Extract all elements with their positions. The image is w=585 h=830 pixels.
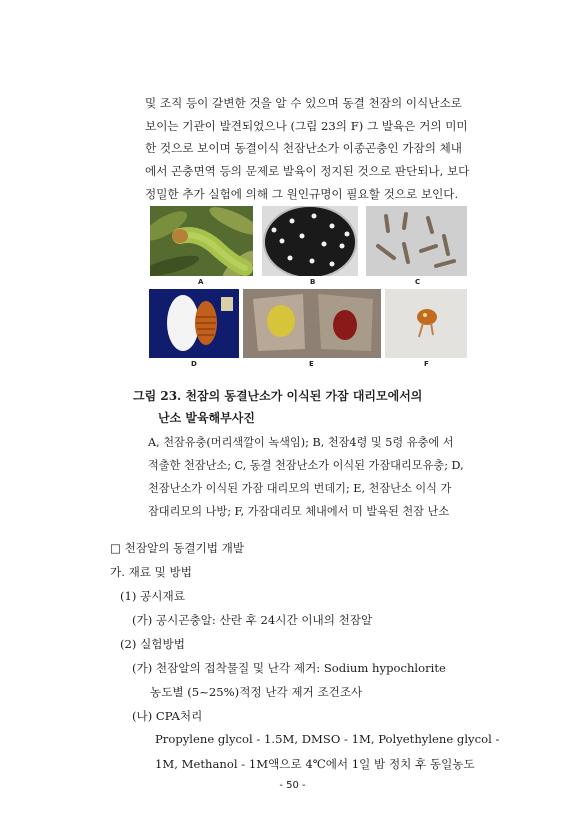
photo-d-pupa xyxy=(149,289,239,358)
figure-label-a: A xyxy=(198,278,204,286)
figure-label-d: D xyxy=(191,360,197,368)
subsection-heading: 가. 재료 및 방법 xyxy=(110,565,192,579)
figure-label-f: F xyxy=(424,360,429,368)
item-text: (나) CPA처리 xyxy=(132,709,203,723)
item-text: (가) 천잠알의 접착물질 및 난각 제거: Sodium hypochlorite xyxy=(132,661,446,675)
caption-line: A, 천잠유충(머리색깔이 녹색임); B, 천잠4령 및 5령 유충에 서 xyxy=(148,436,454,449)
figure-caption xyxy=(148,431,506,523)
text-line: 에서 곤충면역 등의 문제로 발육이 정지된 것으로 판단되나, 보다 xyxy=(145,164,470,179)
caption-line: 적출한 천잠난소; C, 동결 천잠난소가 이식된 가잠대리모유충; D, xyxy=(148,459,464,472)
photo-f-ovary xyxy=(385,289,467,358)
figure-label-b: B xyxy=(310,278,316,286)
photo-a-larva xyxy=(150,206,253,276)
item-text: (가) 공시곤충알: 산란 후 24시간 이내의 천잠알 xyxy=(132,613,373,627)
caption-line: 잠대리모의 나방; F, 가잠대리모 체내에서 미 발육된 천잠 난소 xyxy=(148,505,450,518)
item-heading: (1) 공시재료 xyxy=(120,589,185,603)
section-heading: □ 천잠알의 동결기법 개발 xyxy=(110,541,245,555)
caption-line: 천잠난소가 이식된 가잠 대리모의 번데기; E, 천잠난소 이식 가 xyxy=(148,482,452,495)
figure-title-cont: 난소 발육해부사진 xyxy=(158,411,255,425)
item-text: 1M, Methanol - 1M액으로 4℃에서 1일 밤 정치 후 동일농도 xyxy=(155,757,475,771)
item-heading: (2) 실험방법 xyxy=(120,637,185,651)
text-line: 한 것으로 보이며 동결이식 천잠난소가 이종곤충인 가잠의 체내 xyxy=(145,141,462,156)
figure-label-e: E xyxy=(309,360,314,368)
text-line: 보이는 기관이 발견되었으나 (그림 23의 F) 그 발육은 거의 미미 xyxy=(145,118,468,133)
page-number: - 50 - xyxy=(279,780,306,791)
photo-e-moths xyxy=(243,289,381,358)
photo-c-larvae xyxy=(366,206,467,276)
photo-b-ovaries xyxy=(262,206,358,276)
intro-paragraph xyxy=(145,92,505,206)
item-text: Propylene glycol - 1.5M, DMSO - 1M, Polyethylene glycol - xyxy=(155,732,500,746)
item-text: 농도별 (5~25%)적정 난각 제거 조건조사 xyxy=(150,685,363,699)
text-line: 정밀한 추가 실험에 의해 그 원인규명이 필요할 것으로 보인다. xyxy=(145,186,459,201)
text-line: 및 조직 등이 갈변한 것을 알 수 있으며 동결 천잠의 이식난소로 xyxy=(145,96,462,110)
figure-title: 그림 23. 천잠의 동결난소가 이식된 가잠 대리모에서의 xyxy=(133,389,423,403)
figure-label-c: C xyxy=(415,278,421,286)
